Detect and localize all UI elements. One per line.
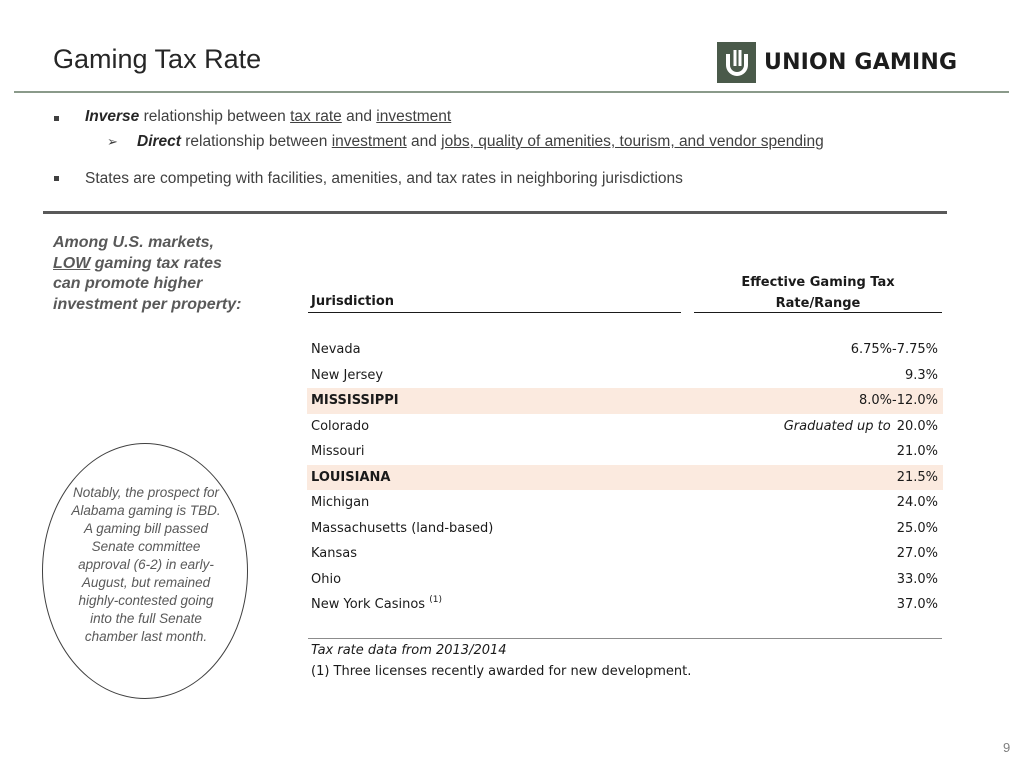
footnote-divider xyxy=(308,638,942,639)
table-row-highlighted: LOUISIANA 21.5% xyxy=(307,465,943,491)
header-underline xyxy=(694,312,942,313)
union-gaming-logo xyxy=(717,42,957,83)
side-note: Among U.S. markets, LOW gaming tax rates can promote higher investment per property: xyxy=(53,234,242,313)
union-gaming-logo-icon xyxy=(717,42,756,83)
table-row: Nevada 6.75%-7.75% xyxy=(311,342,938,357)
callout-text: Notably, the prospect for Alabama gaming is TBD. A gaming bill passed Senate committee approval (6-2) in early-August, but remained highly-contested going into the full Senate chamber last month. xyxy=(71,485,221,644)
column-header-jurisdiction: Jurisdiction xyxy=(311,294,395,309)
table-row-highlighted: MISSISSIPPI 8.0%-12.0% xyxy=(307,388,943,414)
table-row: New Jersey 9.3% xyxy=(311,367,938,383)
bullet-states-competing: States are competing with facilities, amenities, and tax rates in neighboring jurisdictions xyxy=(85,170,683,187)
footnote-marker: (1) xyxy=(429,595,442,605)
table-row: Ohio 33.0% xyxy=(311,571,938,587)
bullet-square-icon xyxy=(54,116,59,121)
header-divider xyxy=(14,91,1009,93)
logo-wordmark: UNION GAMING xyxy=(764,50,958,75)
bullet-inverse-relationship: Inverse relationship between tax rate and investment xyxy=(85,108,452,125)
table-row: Michigan 24.0% xyxy=(311,495,938,510)
table-row: Colorado Graduated up to 20.0% xyxy=(311,418,938,434)
bullet-direct-relationship: Direct relationship between investment and jobs, quality of amenities, tourism, and vendor spending xyxy=(137,133,824,150)
page-title: Gaming Tax Rate xyxy=(53,44,262,74)
header-underline xyxy=(308,312,681,313)
footnote-data-source: Tax rate data from 2013/2014 xyxy=(311,643,507,658)
footnote-1: (1) Three licenses recently awarded for new development. xyxy=(311,664,692,679)
table-row: New York Casinos $^{(1)}$ 37.0% xyxy=(311,595,938,612)
page-number: 9 xyxy=(1003,740,1011,755)
table-row: Massachusetts (land-based) 25.0% xyxy=(311,520,938,536)
arrow-bullet-icon: ➢ xyxy=(107,134,118,149)
bullet-square-icon xyxy=(54,176,59,181)
section-divider xyxy=(43,211,947,214)
table-row: Missouri 21.0% xyxy=(311,444,938,459)
table-row: Kansas 27.0% xyxy=(311,546,938,561)
column-header-tax-rate: Effective Gaming Tax Rate/Range xyxy=(741,275,895,311)
